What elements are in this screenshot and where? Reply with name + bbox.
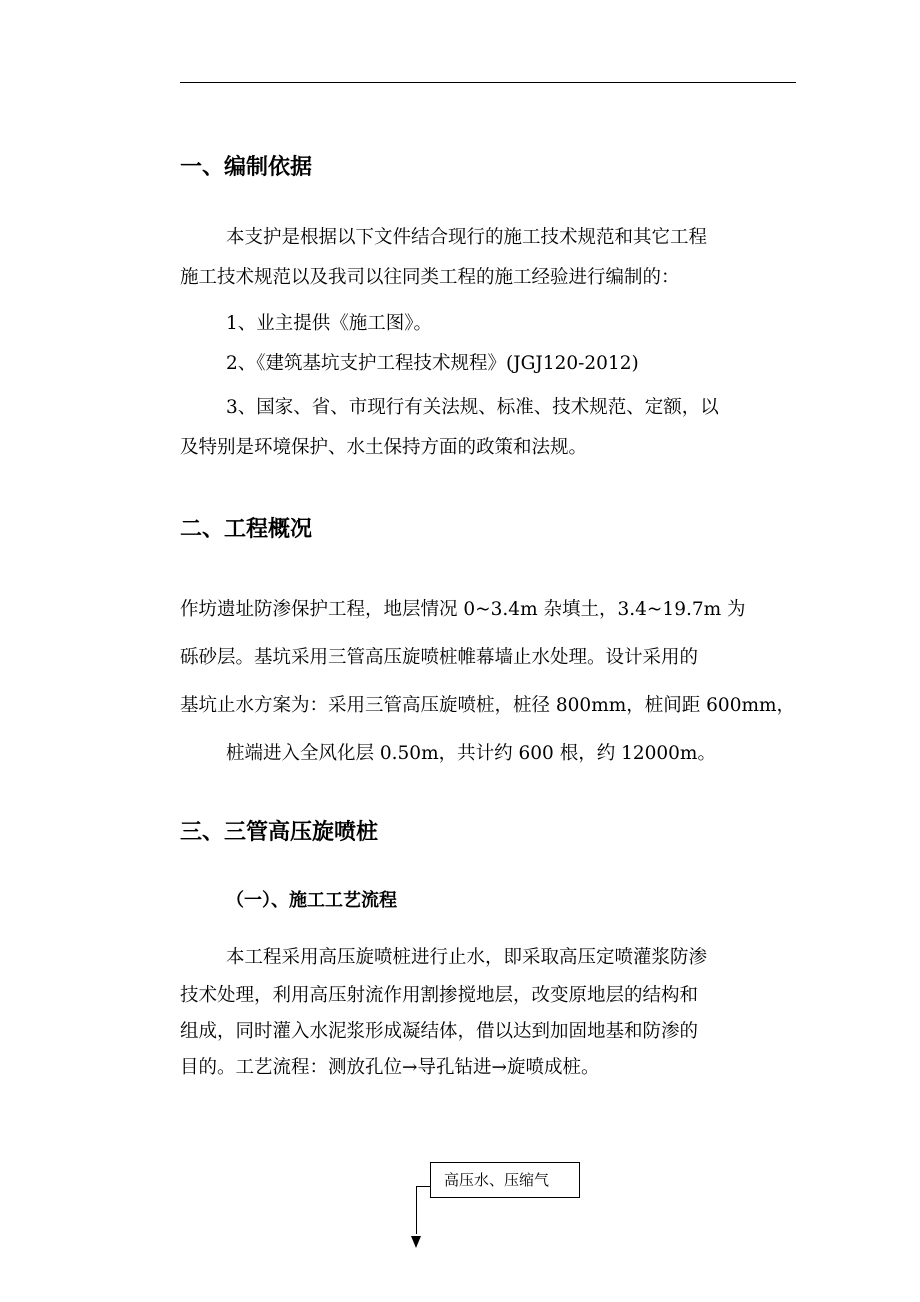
section-heading-jet-grouting: 三、三管高压旋喷桩 xyxy=(180,820,379,845)
flowchart-box-label: 高压水、压缩气 xyxy=(444,1171,550,1189)
body-line: 施工技术规范以及我司以往同类工程的施工经验进行编制的： xyxy=(180,267,680,288)
list-item: 2、《建筑基坑支护工程技术规程》(JGJ120-2012) xyxy=(226,353,639,374)
body-line: 技术处理，利用高压射流作用割掺搅地层，改变原地层的结构和 xyxy=(180,985,699,1006)
list-item-cont: 及特别是环境保护、水土保持方面的政策和法规。 xyxy=(180,437,588,458)
section-heading-overview: 二、工程概况 xyxy=(180,517,313,542)
body-line: 目的。工艺流程：测放孔位→导孔钻进→旋喷成桩。 xyxy=(180,1057,600,1078)
body-line: 作坊遗址防渗保护工程，地层情况 0~3.4m 杂填土，3.4~19.7m 为 xyxy=(180,599,746,620)
body-line: 本工程采用高压旋喷桩进行止水，即采取高压定喷灌浆防渗 xyxy=(226,947,708,968)
arrow-down-icon xyxy=(411,1236,421,1248)
flowchart-connector xyxy=(416,1186,417,1234)
section-heading-basis: 一、编制依据 xyxy=(180,155,313,180)
subsection-heading: （一）、施工工艺流程 xyxy=(226,890,397,911)
list-item: 1、业主提供《施工图》。 xyxy=(226,313,433,334)
body-line: 组成，同时灌入水泥浆形成凝结体，借以达到加固地基和防渗的 xyxy=(180,1021,699,1042)
body-line: 本支护是根据以下文件结合现行的施工技术规范和其它工程 xyxy=(226,227,708,248)
body-line: 桩端进入全风化层 0.50m，共计约 600 根，约 12000m。 xyxy=(226,743,716,764)
body-line: 基坑止水方案为：采用三管高压旋喷桩，桩径 800mm，桩间距 600mm， xyxy=(180,695,796,716)
list-item: 3、国家、省、市现行有关法规、标准、技术规范、定额，以 xyxy=(226,397,719,418)
body-line: 砾砂层。基坑采用三管高压旋喷桩帷幕墙止水处理。设计采用的 xyxy=(180,647,699,668)
flowchart-connector xyxy=(416,1186,430,1187)
header-rule xyxy=(180,82,796,83)
